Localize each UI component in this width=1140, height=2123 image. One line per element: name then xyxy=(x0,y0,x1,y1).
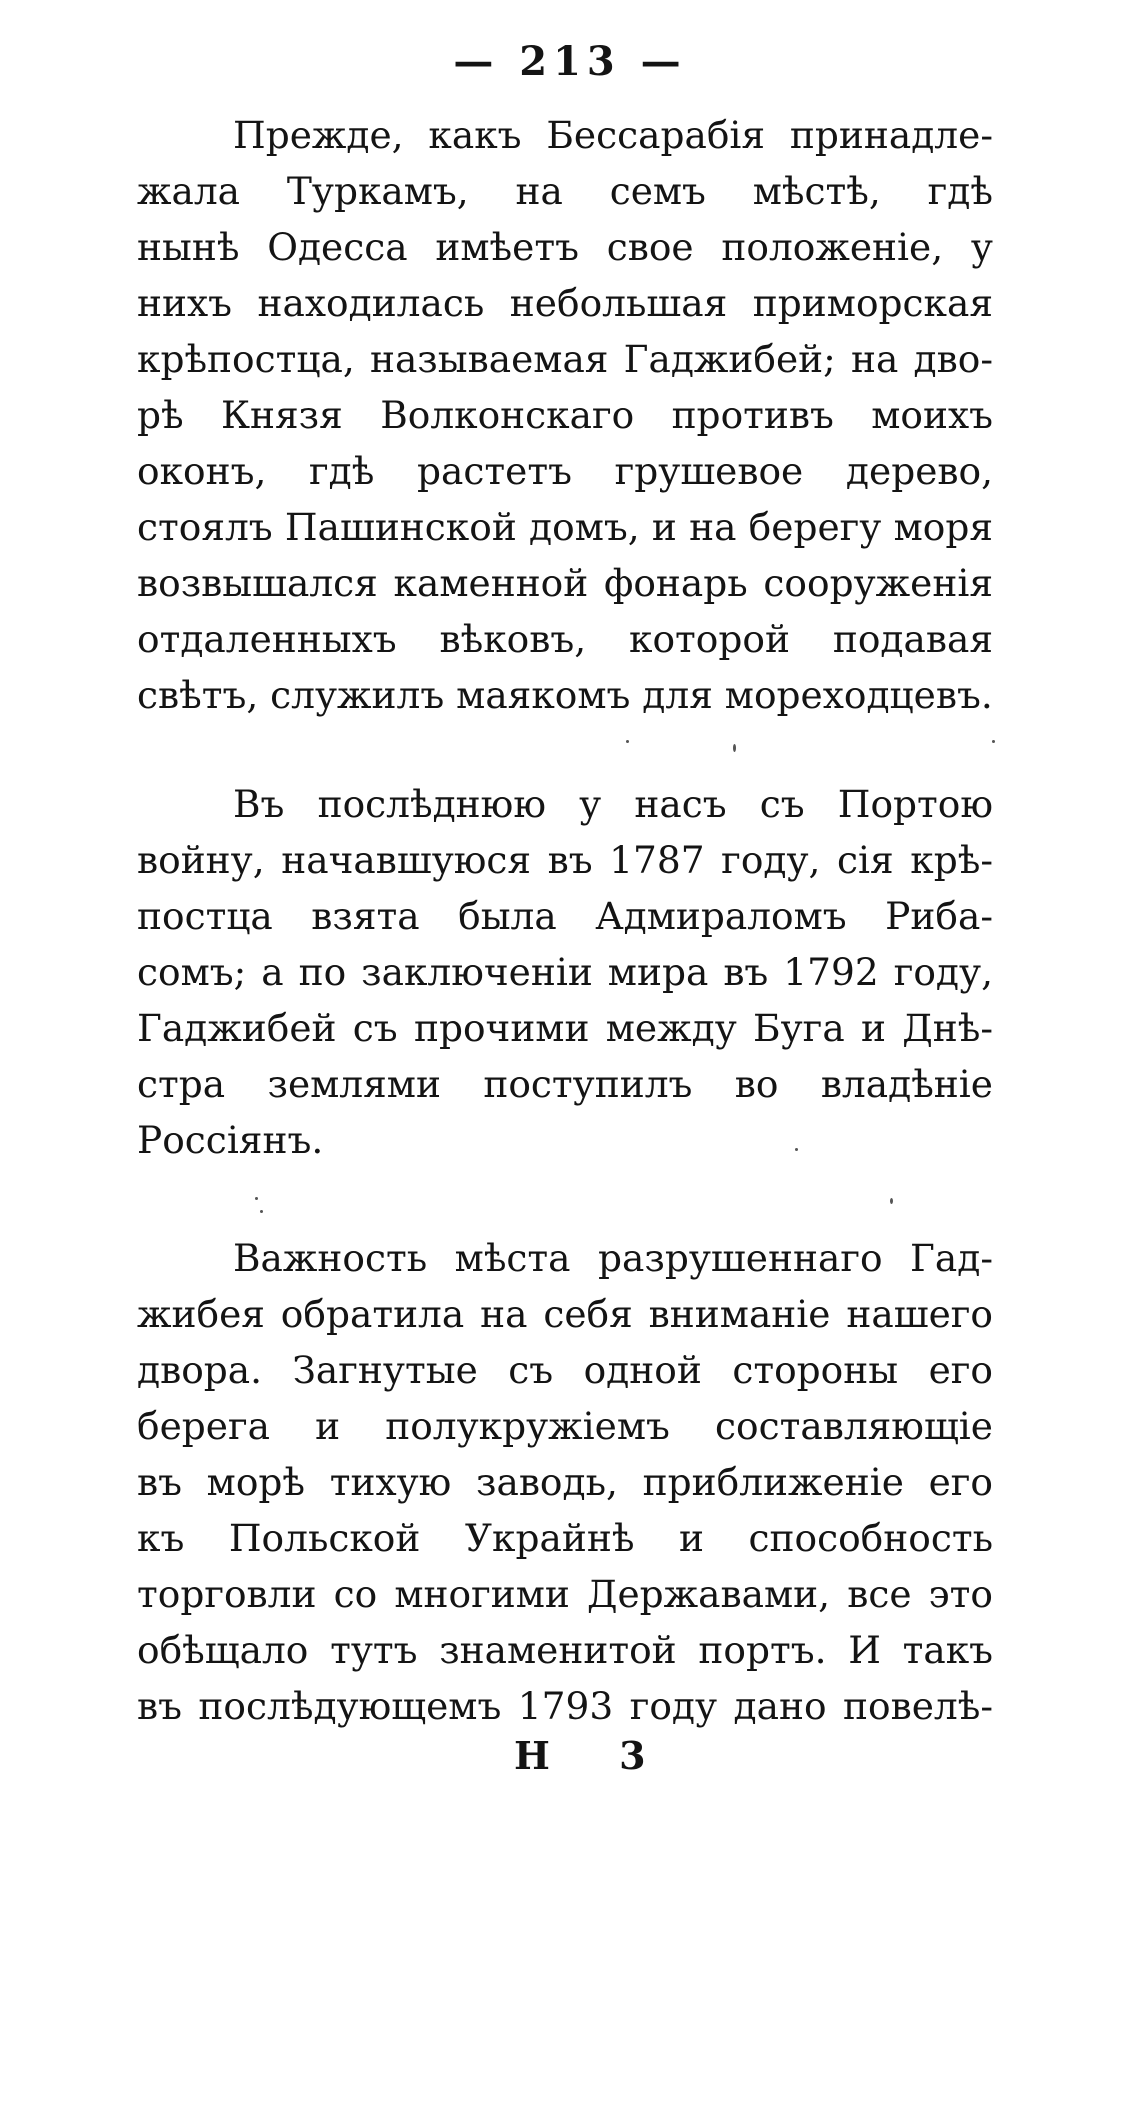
printer-signature-mark: Н 3 xyxy=(514,1733,674,1778)
text-line: отдаленныхъ вѣковъ, которой подавая xyxy=(137,617,993,661)
text-line: войну, начавшуюся въ 1787 году, сія крѣ- xyxy=(137,838,993,882)
page-number: — 213 — xyxy=(453,38,687,85)
text-line: берега и полукружіемъ составляющіе xyxy=(137,1404,993,1448)
text-line: въ послѣдующемъ 1793 году дано повелѣ- xyxy=(137,1684,993,1728)
text-line: Важность мѣста разрушеннаго Гад- xyxy=(233,1236,993,1280)
text-line: двора. Загнутые съ одной стороны его xyxy=(137,1348,993,1392)
text-line: торговли со многими Державами, все это xyxy=(137,1572,993,1616)
text-line: рѣ Князя Волконскаго противъ моихъ xyxy=(137,393,993,437)
text-line: возвышался каменной фонарь сооруженія xyxy=(137,561,993,605)
text-line: оконъ, гдѣ растетъ грушевое дерево, xyxy=(137,449,993,493)
scan-speck xyxy=(795,1148,798,1151)
text-line: жала Туркамъ, на семъ мѣстѣ, гдѣ xyxy=(137,169,993,213)
scan-speck xyxy=(626,740,629,743)
text-line: сомъ; а по заключеніи мира въ 1792 году, xyxy=(137,950,993,994)
text-line: свѣтъ, служилъ маякомъ для мореходцевъ. xyxy=(137,673,993,717)
text-line: жибея обратила на себя вниманіе нашего xyxy=(137,1292,993,1336)
text-line: постца взята была Адмираломъ Риба- xyxy=(137,894,993,938)
scan-speck xyxy=(890,1198,893,1204)
text-line: Россіянъ. xyxy=(137,1118,324,1162)
scan-speck xyxy=(992,740,995,743)
text-line: крѣпостца, называемая Гаджибей; на дво- xyxy=(137,337,993,381)
text-line: обѣщало тутъ знаменитой портъ. И такъ xyxy=(137,1628,993,1672)
text-line: нынѣ Одесса имѣетъ свое положеніе, у xyxy=(137,225,993,269)
scan-speck xyxy=(260,1210,263,1213)
text-line: Гаджибей съ прочими между Буга и Днѣ- xyxy=(137,1006,993,1050)
text-line: къ Польской Украйнѣ и способность xyxy=(137,1516,993,1560)
text-line: стоялъ Пашинской домъ, и на берегу моря xyxy=(137,505,993,549)
text-line: въ морѣ тихую заводь, приближеніе его xyxy=(137,1460,993,1504)
paragraph-1 xyxy=(137,107,993,723)
text-line: Въ послѣднюю у насъ съ Портою xyxy=(233,782,993,826)
paragraph-2 xyxy=(137,776,993,1168)
text-line: нихъ находилась небольшая приморская xyxy=(137,281,993,325)
scan-speck xyxy=(733,744,736,752)
scan-speck xyxy=(255,1197,258,1200)
paragraph-3 xyxy=(137,1230,993,1734)
text-line: Прежде, какъ Бессарабія принадле- xyxy=(233,113,993,157)
text-line: стра землями поступилъ во владѣніе xyxy=(137,1062,993,1106)
